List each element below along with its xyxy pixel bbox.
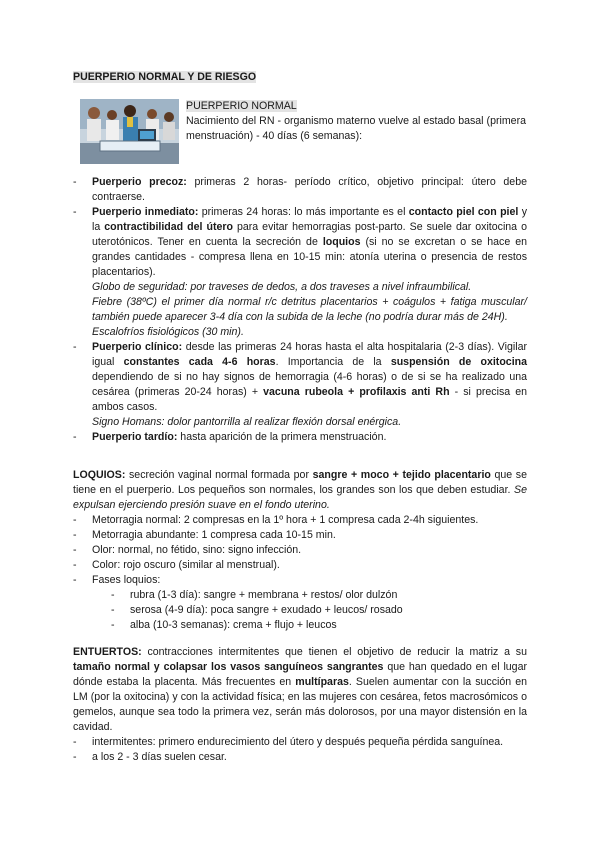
intro-subtitle: PUERPERIO NORMAL [186, 100, 297, 112]
intro-block [186, 99, 526, 144]
list-item: - Fases loquios: [73, 573, 527, 588]
list-item: - alba (10-3 semanas): crema + flujo + leucos [111, 618, 527, 633]
entuertos-section [73, 645, 527, 765]
hospital-staff-clipart [80, 99, 179, 164]
note-fiebre: Fiebre (38ºC) el primer día normal r/c detritus placentarios + coágulos + fatiga muscular/ también puede aparecer 3-4 día con la subida de la leche (no podría durar más de 24H). [92, 296, 527, 323]
list-item: - Puerperio clínico: desde las primeras 24 horas hasta el alta hospitalaria (2-3 días). Vigilar igual constantes cada 4-6 horas. Importancia de la suspensión de oxitocina dependiendo de si no hay signos de hemorragia (4-6 horas) o de si se ha realizado una cesárea (primeras 20-24 horas) + vacuna rubeola + profilaxis anti Rh - si precisa en ambos casos. Signo Homans: dolor pantorrilla al realizar flexión dorsal enérgica. [73, 340, 527, 430]
note-escalofrios: Escalofríos fisiológicos (30 min). [92, 326, 244, 338]
list-item: - Metorragia normal: 2 compresas en la 1º hora + 1 compresa cada 2-4h siguientes. [73, 513, 527, 528]
list-item: - Puerperio precoz: primeras 2 horas- período crítico, objetivo principal: útero debe contraerse. [73, 175, 527, 205]
note-globo: Globo de seguridad: por traveses de dedos, a dos traveses a nivel infraumbilical. [92, 281, 472, 293]
list-item: - Puerperio inmediato: primeras 24 horas: lo más importante es el contacto piel con piel y la contractibilidad del útero para evitar hemorragias post-parto. Se suele dar oxitocina o uterotónicos. Tener en cuenta la secreción de loquios (si no se excretan o se hace en grandes cantidades - compresa llena en 10-15 min: atonía uterina o presencia de restos placentarios). Globo de seguridad: por traveses de dedos, a dos traveses a nivel infraumbilical. Fiebre (38ºC) el primer día normal r/c detritus placentarios + coágulos + fatiga muscular/ también puede aparecer 3-4 día con la subida de la leche (no podría durar más de 24H). Escalofríos fisiológicos (30 min). [73, 205, 527, 340]
list-item: - rubra (1-3 día): sangre + membrana + restos/ olor dulzón [111, 588, 527, 603]
entuertos-paragraph: ENTUERTOS: contracciones intermitentes que tienen el objetivo de reducir la matriz a su tamaño normal y colapsar los vasos sanguíneos sangrantes que han quedado en el lugar dónde estaba la placenta. Más frecuentes en multíparas. Suelen aumentar con la succión en LM (por la oxitocina) y con la actividad física; en las mujeres con cesárea, fetos macrosómicos o gemelos, aunque sea todo la primera vez, serán más dolorosos, por una mayor distensión en la cavidad. [73, 646, 528, 733]
intro-text: Nacimiento del RN - organismo materno vuelve al estado basal (primera menstruación) - 40 días (6 semanas): [186, 115, 526, 142]
loquios-list [73, 513, 527, 588]
note-homans: Signo Homans: dolor pantorrilla al realizar flexión dorsal enérgica. [92, 416, 402, 428]
loquios-phases-list [73, 588, 527, 633]
entuertos-list [73, 735, 527, 765]
list-item: - a los 2 - 3 días suelen cesar. [73, 750, 527, 765]
puerperio-phases-list [73, 175, 527, 445]
list-item: - Metorragia abundante: 1 compresa cada 10-15 min. [73, 528, 527, 543]
list-item: - Olor: normal, no fétido, sino: signo infección. [73, 543, 527, 558]
list-item: - intermitentes: primero endurecimiento del útero y después pequeña pérdida sanguínea. [73, 735, 527, 750]
list-item: - Puerperio tardío: hasta aparición de la primera menstruación. [73, 430, 527, 445]
page-title: PUERPERIO NORMAL Y DE RIESGO [73, 71, 257, 83]
loquios-paragraph: LOQUIOS: secreción vaginal normal formada por sangre + moco + tejido placentario que se tiene en el puerperio. Los pequeños son normales, los grandes son los que deben estudiar. Se expulsan ejerciendo presión suave en el fondo uterino. [73, 469, 527, 511]
list-item: - serosa (4-9 día): poca sangre + exudado + leucos/ rosado [111, 603, 527, 618]
loquios-section [73, 468, 527, 633]
list-item: - Color: rojo oscuro (similar al menstrual). [73, 558, 527, 573]
